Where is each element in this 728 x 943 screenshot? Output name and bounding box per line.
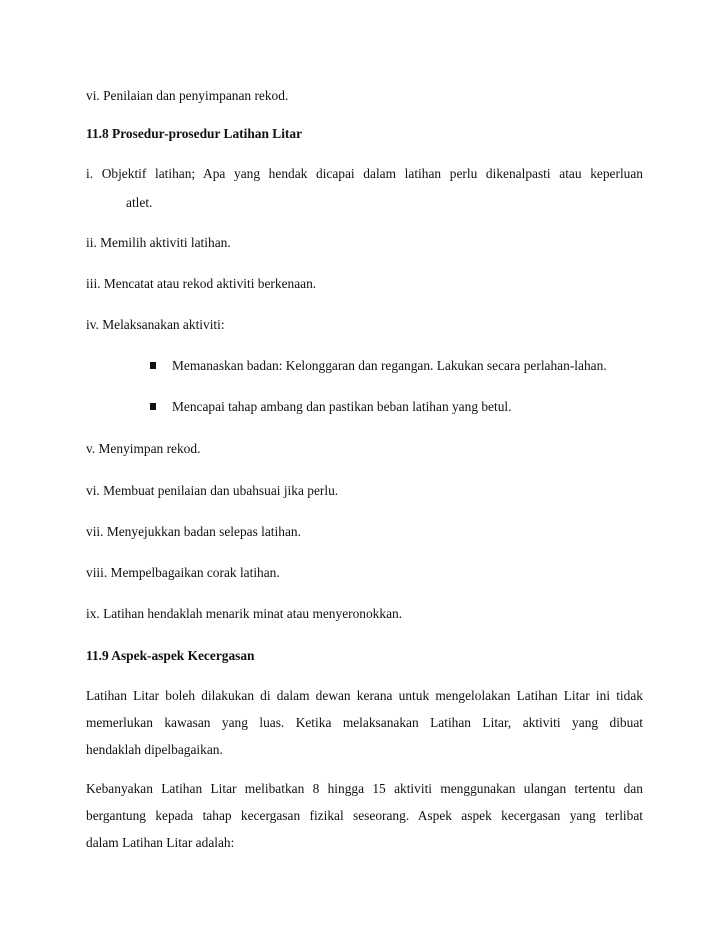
square-bullet-icon (150, 362, 156, 369)
paragraph-1-line-1: Latihan Litar boleh dilakukan di dalam dewan kerana untuk mengelolakan Latihan Litar ini tidak (86, 688, 643, 703)
list-item-vi-previous: vi. Penilaian dan penyimpanan rekod. (86, 88, 289, 103)
step-i-line-1: i. Objektif latihan; Apa yang hendak dicapai dalam latihan perlu dikenalpasti atau keperluan (86, 166, 643, 181)
step-iii: iii. Mencatat atau rekod aktiviti berkenaan. (86, 276, 317, 291)
step-ix: ix. Latihan hendaklah menarik minat atau menyeronokkan. (86, 606, 403, 621)
square-bullet-icon (150, 403, 156, 410)
step-ii: ii. Memilih aktiviti latihan. (86, 235, 231, 250)
step-i-line-2: atlet. (126, 195, 153, 210)
paragraph-2-line-2: bergantung kepada tahap kecergasan fizikal seseorang. Aspek aspek kecergasan yang terlibat (86, 808, 643, 823)
section-heading-11-8: 11.8 Prosedur-prosedur Latihan Litar (86, 126, 303, 141)
document-page (86, 0, 643, 943)
step-vii: vii. Menyejukkan badan selepas latihan. (86, 524, 301, 539)
paragraph-2-line-1: Kebanyakan Latihan Litar melibatkan 8 hingga 15 aktiviti menggunakan ulangan tertentu dan (86, 781, 643, 796)
section-heading-11-9: 11.9 Aspek-aspek Kecergasan (86, 648, 255, 663)
step-viii: viii. Mempelbagaikan corak latihan. (86, 565, 280, 580)
step-vi: vi. Membuat penilaian dan ubahsuai jika perlu. (86, 483, 339, 498)
paragraph-1-line-2: memerlukan kawasan yang luas. Ketika melaksanakan Latihan Litar, aktiviti yang dibuat (86, 715, 643, 730)
paragraph-1-line-3: hendaklah dipelbagaikan. (86, 742, 223, 757)
bullet-text-1: Memanaskan badan: Kelonggaran dan regangan. Lakukan secara perlahan-lahan. (172, 358, 607, 373)
step-iv: iv. Melaksanakan aktiviti: (86, 317, 225, 332)
bullet-text-2: Mencapai tahap ambang dan pastikan beban latihan yang betul. (172, 399, 512, 414)
step-v: v. Menyimpan rekod. (86, 441, 201, 456)
paragraph-2-line-3: dalam Latihan Litar adalah: (86, 835, 235, 850)
